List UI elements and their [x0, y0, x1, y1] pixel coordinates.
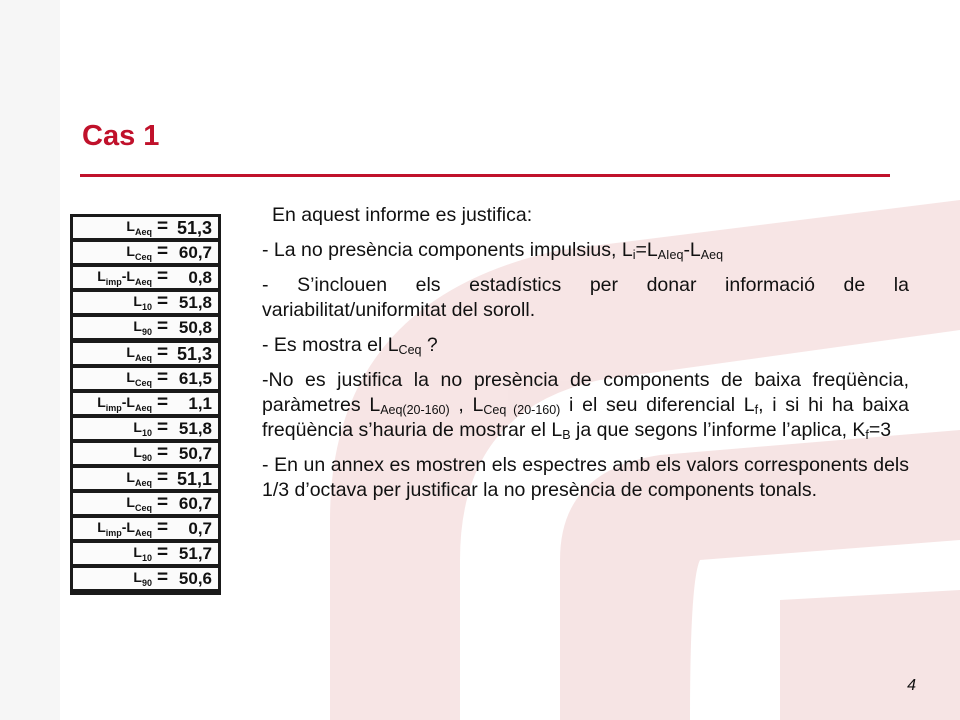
table-row [73, 543, 218, 564]
bullet-statistics: - S’inclouen els estadístics per donar informació de la variabilitat/uniformitat del soroll. [262, 274, 909, 321]
table-row [73, 292, 218, 313]
row-label: $L_{Aeq}$ [126, 218, 152, 237]
bullet-annex: - En un annex es mostren els espectres amb els valors corresponents dels 1/3 d’octava per justificar la no presència de components tonals. [262, 454, 909, 501]
row-value: 51,3 [176, 218, 212, 238]
row-label: $L_{90}$ [133, 318, 152, 338]
equals-sign: = [157, 467, 169, 488]
row-label: $L_{90}$ [133, 443, 152, 463]
row-value: 60,7 [178, 243, 212, 263]
row-label: $L_{Ceq}$ [126, 243, 152, 262]
table-row [73, 343, 218, 364]
equals-sign: = [157, 492, 169, 514]
table-row [73, 568, 218, 589]
row-value: 50,6 [178, 569, 212, 589]
equals-sign: = [157, 241, 169, 263]
row-value: 51,3 [176, 343, 212, 364]
row-value: 0,7 [188, 519, 212, 539]
table-row [73, 518, 218, 539]
equals-sign: = [157, 441, 169, 463]
table-row [73, 468, 218, 489]
body-text [262, 203, 909, 513]
row-value: 50,7 [178, 443, 212, 463]
row-label: $L_{imp}-L_{Aeq}$ [97, 393, 152, 413]
row-value: 50,8 [178, 318, 212, 338]
row-value: 51,1 [176, 469, 212, 489]
table-row [73, 217, 218, 238]
equals-sign: = [157, 216, 169, 237]
row-value: 1,1 [188, 393, 212, 413]
equals-sign: = [157, 291, 169, 313]
equals-sign: = [157, 416, 169, 438]
row-label: $L_{10}$ [133, 293, 152, 313]
equals-sign: = [157, 391, 169, 413]
table-row [73, 317, 218, 338]
row-label: $L_{imp}-L_{Aeq}$ [97, 268, 152, 287]
table-row [73, 418, 218, 439]
row-label: $L_{Ceq}$ [126, 494, 152, 513]
row-value: 51,8 [178, 418, 212, 438]
row-label: $L_{10}$ [133, 418, 152, 438]
intro-line: En aquest informe es justifica: [272, 204, 533, 226]
table-row [73, 267, 218, 288]
table-row [73, 242, 218, 263]
row-label: $L_{imp}-L_{Aeq}$ [97, 519, 152, 538]
row-value: 60,7 [178, 494, 212, 514]
bullet-lceq: - Es mostra el $L_{Ceq}$ ? [262, 334, 438, 357]
page-number: 4 [907, 677, 916, 694]
row-label: $L_{90}$ [133, 569, 152, 589]
table-row [73, 443, 218, 464]
equals-sign: = [157, 542, 169, 564]
row-value: 51,7 [178, 544, 212, 564]
title-underline [80, 174, 890, 177]
row-label: $L_{10}$ [133, 544, 152, 564]
measurement-table-image [70, 214, 221, 595]
equals-sign: = [157, 266, 169, 288]
equals-sign: = [157, 341, 169, 363]
equals-sign: = [157, 567, 169, 589]
bullet-low-frequency: -No es justifica la no presència de components de baixa freqüència, paràmetres $L_{Aeq(20-160)}$ , $L_{Ceq (20-160)}$ i el seu diferencial $L_f$, i si hi ha baixa freqüència s’hauria de mostrar el $L_B$ ja que segons l’informe l’aplica, $K_f=3$ [262, 369, 909, 442]
table-row [73, 393, 218, 414]
equals-sign: = [157, 316, 169, 338]
table-row [73, 493, 218, 514]
bullet-impulsive: - La no presència components impulsius, $L_i=L_{AIeq}-L_{Aeq}$ [262, 239, 724, 262]
row-value: 0,8 [188, 268, 212, 288]
equals-sign: = [157, 366, 169, 388]
row-value: 51,8 [178, 293, 212, 313]
equals-sign: = [157, 517, 169, 539]
table-row [73, 368, 218, 389]
row-label: $L_{Aeq}$ [126, 343, 152, 363]
row-label: $L_{Aeq}$ [126, 469, 152, 488]
row-value: 61,5 [178, 368, 212, 388]
row-label: $L_{Ceq}$ [126, 368, 152, 388]
slide-title: Cas 1 [82, 120, 160, 152]
